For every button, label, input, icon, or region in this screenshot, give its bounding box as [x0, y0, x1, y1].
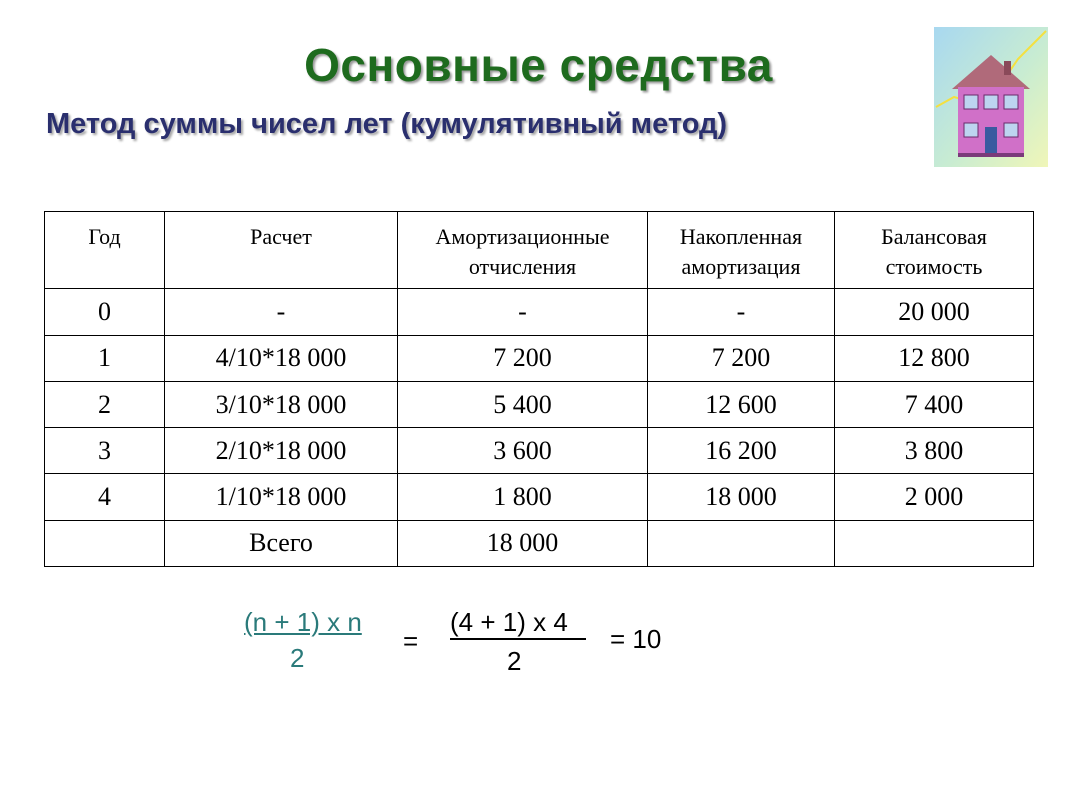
table-total-row — [45, 520, 1034, 566]
cell-year: 4 — [45, 474, 165, 520]
cell-year: 2 — [45, 381, 165, 427]
table-row — [45, 289, 1034, 335]
cell-total-label: Всего — [165, 520, 398, 566]
table-row — [45, 474, 1034, 520]
cell-depreciation: 1 800 — [398, 474, 648, 520]
header-accumulated-depreciation: Накопленная амортизация — [648, 212, 835, 289]
table-header-row — [45, 212, 1034, 289]
cell-accumulated: 16 200 — [648, 428, 835, 474]
cell-depreciation: 3 600 — [398, 428, 648, 474]
page-title: Основные средства — [304, 39, 773, 91]
cell-accumulated: 18 000 — [648, 474, 835, 520]
cell-depreciation: - — [398, 289, 648, 335]
cell-calculation: - — [165, 289, 398, 335]
header-calculation: Расчет — [165, 212, 398, 289]
cell-year: 3 — [45, 428, 165, 474]
cell-total-depreciation: 18 000 — [398, 520, 648, 566]
cell-calculation: 4/10*18 000 — [165, 335, 398, 381]
cell-book-value: 3 800 — [835, 428, 1034, 474]
cell-depreciation: 5 400 — [398, 381, 648, 427]
cell-book-value: 12 800 — [835, 335, 1034, 381]
cell-year: 0 — [45, 289, 165, 335]
cell-calculation: 3/10*18 000 — [165, 381, 398, 427]
cell-depreciation: 7 200 — [398, 335, 648, 381]
cell-book-value: 2 000 — [835, 474, 1034, 520]
cell-accumulated — [648, 520, 835, 566]
formula-right-denominator: 2 — [507, 646, 522, 676]
header-depreciation-charges: Амортизационные отчисления — [398, 212, 648, 289]
cell-accumulated: 12 600 — [648, 381, 835, 427]
cell-calculation: 1/10*18 000 — [165, 474, 398, 520]
table-row — [45, 381, 1034, 427]
cell-calculation: 2/10*18 000 — [165, 428, 398, 474]
header-year: Год — [45, 212, 165, 289]
depreciation-table — [44, 211, 1034, 567]
table-row — [45, 428, 1034, 474]
formula-right-numerator: (4 + 1) x 4 — [450, 607, 568, 637]
cell-book-value: 7 400 — [835, 381, 1034, 427]
cell-accumulated: - — [648, 289, 835, 335]
formula-equals: = — [403, 626, 419, 656]
cell-year: 1 — [45, 335, 165, 381]
house-chart-icon — [934, 27, 1048, 167]
cell-book-value — [835, 520, 1034, 566]
cell-book-value: 20 000 — [835, 289, 1034, 335]
cell-year — [45, 520, 165, 566]
formula-left-numerator: (n + 1) x n — [244, 607, 362, 637]
formula-result: = 10 — [610, 624, 662, 654]
page-subtitle: Метод суммы чисел лет (кумулятивный метод) — [46, 108, 728, 140]
fraction-bar — [450, 638, 586, 640]
header-book-value: Балансовая стоимость — [835, 212, 1034, 289]
formula-left-denominator: 2 — [290, 643, 305, 673]
cell-accumulated: 7 200 — [648, 335, 835, 381]
table-row — [45, 335, 1034, 381]
